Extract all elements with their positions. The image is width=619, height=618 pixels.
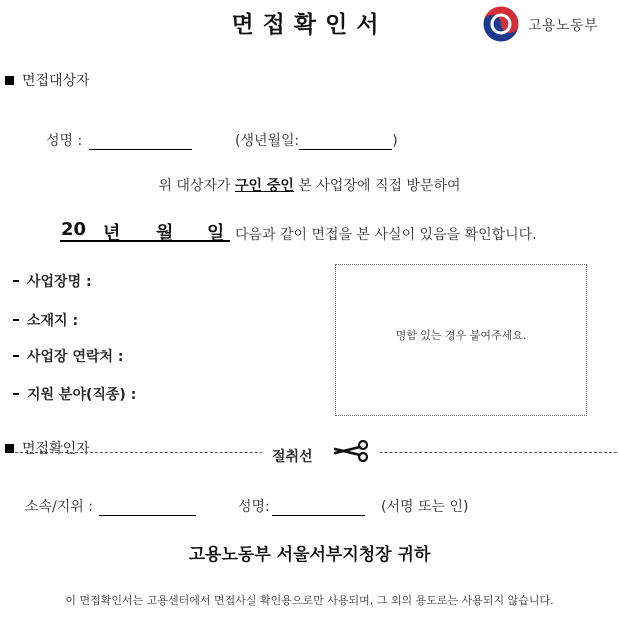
field-label: 사업장 연락처 : [27,349,124,365]
name-input-line[interactable] [89,133,192,150]
name-field-row [46,130,192,150]
square-bullet-icon [5,76,14,85]
field-label: 소재지 : [27,313,79,329]
field-contact [13,346,124,366]
dash-bullet-icon [13,319,19,321]
logo-text: 고용노동부 [528,18,599,34]
business-card-box[interactable] [335,264,587,416]
section-heading-label: 면접확인자 [22,441,90,457]
statement-emphasis: 구인 중인 [234,178,294,194]
field-job-category [13,384,136,404]
birth-input-line[interactable] [299,133,392,150]
section-heading-confirmer [5,438,90,458]
dash-bullet-icon [13,280,19,282]
confirmer-name-label: 성명: [238,499,270,515]
addressee: 고용노동부 서울서부지청장 귀하 [188,545,431,565]
usage-note: 이 면접확인서는 고용센터에서 면접사실 확인용으로만 사용되며, 그 외의 용도로는 사용되지 않습니다. [65,594,554,607]
field-label: 사업장명 : [27,274,92,290]
visit-statement [0,175,619,195]
affiliation-field-row [25,496,196,516]
statement-pre: 위 대상자가 [158,178,235,194]
document-title: 면접확인서 [231,12,388,38]
date-month-unit: 월 [156,223,174,244]
date-year-unit: 년 [103,223,121,244]
confirmation-text: 다음과 같이 면접을 본 사실이 있음을 확인합니다. [235,227,537,243]
confirmer-name-input-line[interactable] [272,499,365,516]
statement-post: 본 사업장에 직접 방문하여 [293,178,461,194]
section-heading-interviewee [5,70,90,90]
birth-label: (생년월일: [235,133,300,149]
date-year-prefix: 20 [61,219,87,240]
ministry-logo [480,4,615,44]
cut-line-label: 절취선 [272,449,313,465]
business-card-instruction: 명함 있는 경우 붙여주세요. [395,329,527,342]
date-underline[interactable] [60,240,230,242]
name-label: 성명 : [46,133,83,149]
date-day-unit: 일 [207,223,225,244]
field-company-name [13,271,92,291]
section-heading-label: 면접대상자 [22,73,90,89]
affiliation-label: 소속/지위 : [25,499,93,515]
birth-close: ) [392,133,398,149]
square-bullet-icon [5,444,14,453]
confirmer-name-row [238,496,365,516]
field-address [13,310,78,330]
dash-bullet-icon [13,355,19,357]
field-label: 지원 분야(직종) : [27,387,137,403]
dash-bullet-icon [13,393,19,395]
birth-field-row [235,130,398,150]
scissors-icon [334,440,372,462]
ministry-emblem-icon [480,4,522,44]
signature-note: (서명 또는 인) [381,499,469,515]
affiliation-input-line[interactable] [99,499,196,516]
